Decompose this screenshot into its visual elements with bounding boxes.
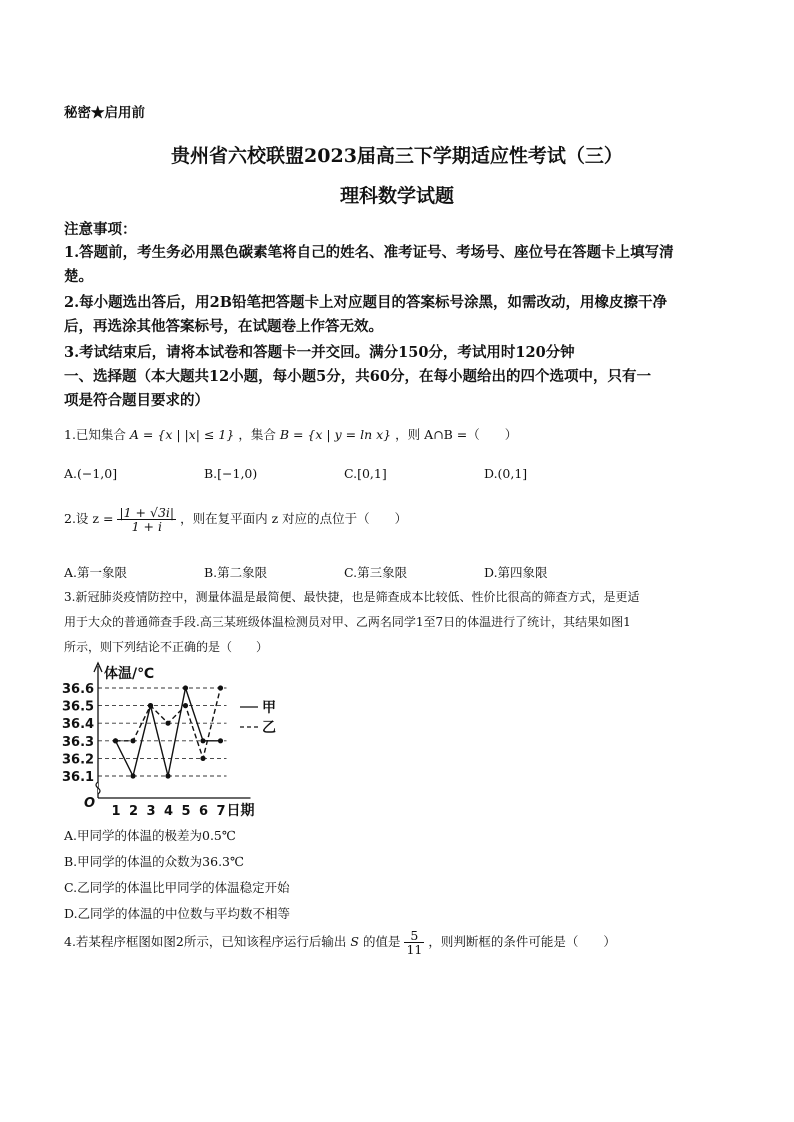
note-1-line-1: 1.答题前，考生务必用黑色碳素笔将自己的姓名、准考证号、考场号、座位号在答题卡上填写清 (64, 244, 674, 261)
data-point (183, 685, 188, 690)
data-point (113, 738, 118, 743)
data-point (148, 703, 153, 708)
section-heading-line-2: 项是符合题目要求的） (64, 392, 209, 409)
x-tick-label: 2 (129, 804, 139, 819)
note-2-line-2: 后，再选涂其他答案标号，在试题卷上作答无效。 (64, 318, 383, 335)
q3-option-b: B.甲同学的体温的众数为36.3℃ (64, 854, 244, 869)
x-tick-label: 7 (216, 804, 226, 819)
data-point (130, 738, 135, 743)
note-1-line-2: 楚。 (64, 268, 93, 285)
data-point (218, 685, 223, 690)
legend-label: 甲 (262, 700, 276, 716)
q4-var: S (350, 934, 359, 950)
data-point (200, 756, 205, 761)
q1-prefix: 1.已知集合 (64, 427, 126, 442)
origin-label: O (84, 796, 96, 811)
question-4 (64, 929, 616, 956)
y-tick-label: 36.5 (62, 699, 95, 715)
y-tick-label: 36.3 (62, 734, 95, 750)
data-point (183, 703, 188, 708)
x-tick-label: 6 (199, 804, 209, 819)
x-axis-label: 日期 (226, 803, 255, 819)
y-tick-label: 36.6 (62, 682, 95, 697)
series-line-甲 (116, 688, 221, 776)
q2-option-c: C.第三象限 (344, 565, 408, 580)
legend-label: 乙 (262, 720, 276, 736)
q1-set-a: A = {x | |x| ≤ 1} (129, 427, 235, 442)
q1-set-b: B = {x | y = ln x} (279, 427, 392, 442)
question-1 (64, 425, 517, 443)
note-3: 3.考试结束后，请将本试卷和答题卡一并交回。满分150分，考试用时120分钟 (64, 344, 575, 361)
q4-frac-den: 11 (406, 942, 423, 958)
q4-suffix: ，则判断框的条件可能是（ ） (428, 934, 616, 950)
q3-option-a: A.甲同学的体温的极差为0.5℃ (64, 828, 236, 843)
data-point (165, 721, 170, 726)
q2-fraction (117, 506, 176, 533)
q1-option-a: A.(−1,0] (64, 466, 118, 481)
q2-option-a: A.第一象限 (64, 565, 128, 580)
q1-suffix: ，则 A∩B =（ ） (395, 427, 518, 442)
q4-fraction (404, 929, 424, 956)
x-tick-label: 3 (146, 804, 156, 819)
q3-line-3: 所示，则下列结论不正确的是（ ） (64, 640, 269, 654)
q2-suffix: ，则在复平面内 z 对应的点位于（ ） (180, 511, 408, 527)
temperature-chart (60, 660, 300, 820)
q4-prefix: 4.若某程序框图如图2所示，已知该程序运行后输出 (64, 934, 347, 950)
q3-option-c: C.乙同学的体温比甲同学的体温稳定开始 (64, 880, 290, 895)
section-heading-line-1: 一、选择题（本大题共12小题，每小题5分，共60分，在每小题给出的四个选项中，只有一 (64, 368, 651, 385)
data-point (200, 738, 205, 743)
q1-option-d: D.(0,1] (484, 466, 528, 481)
exam-title: 贵州省六校联盟2023届高三下学期适应性考试（三） (171, 145, 623, 167)
data-point (218, 738, 223, 743)
note-2-line-1: 2.每小题选出答后，用2B铅笔把答题卡上对应题目的答案标号涂黑，如需改动，用橡皮擦干净 (64, 294, 667, 311)
x-tick-label: 4 (164, 804, 174, 819)
x-tick-label: 1 (111, 804, 121, 819)
q2-prefix: 2.设 z = (64, 511, 114, 527)
q2-option-d: D.第四象限 (484, 565, 548, 580)
q2-option-b: B.第二象限 (204, 565, 268, 580)
axis-break (96, 782, 100, 794)
secret-label: 秘密★启用前 (64, 105, 145, 121)
q1-mid: ，集合 (238, 427, 276, 442)
y-tick-label: 36.2 (62, 752, 95, 768)
notes-heading: 注意事项： (64, 221, 137, 238)
q4-frac-num: 5 (404, 929, 424, 943)
q1-option-c: C.[0,1] (344, 466, 387, 481)
data-point (130, 773, 135, 778)
q3-line-1: 3.新冠肺炎疫情防控中，测量体温是最简便、最快捷，也是筛查成本比较低、性价比很高的筛查方式，是更适 (64, 590, 640, 604)
q4-mid: 的值是 (362, 934, 401, 950)
y-tick-label: 36.4 (62, 717, 95, 733)
q2-numerator: |1 + √3i| (119, 505, 175, 520)
data-point (165, 773, 170, 778)
y-axis-label: 体温/℃ (104, 666, 155, 682)
subject-title: 理科数学试题 (339, 185, 454, 207)
x-tick-label: 5 (181, 804, 191, 819)
q3-option-d: D.乙同学的体温的中位数与平均数不相等 (64, 906, 291, 921)
y-tick-label: 36.1 (62, 770, 95, 785)
q3-line-2: 用于大众的普通筛查手段.高三某班级体温检测员对甲、乙两名同学1至7日的体温进行了统计，其结果如图1 (64, 615, 631, 629)
q1-option-b: B.[−1,0) (204, 466, 258, 481)
q2-denominator: 1 + i (131, 519, 162, 535)
question-2 (64, 506, 407, 533)
